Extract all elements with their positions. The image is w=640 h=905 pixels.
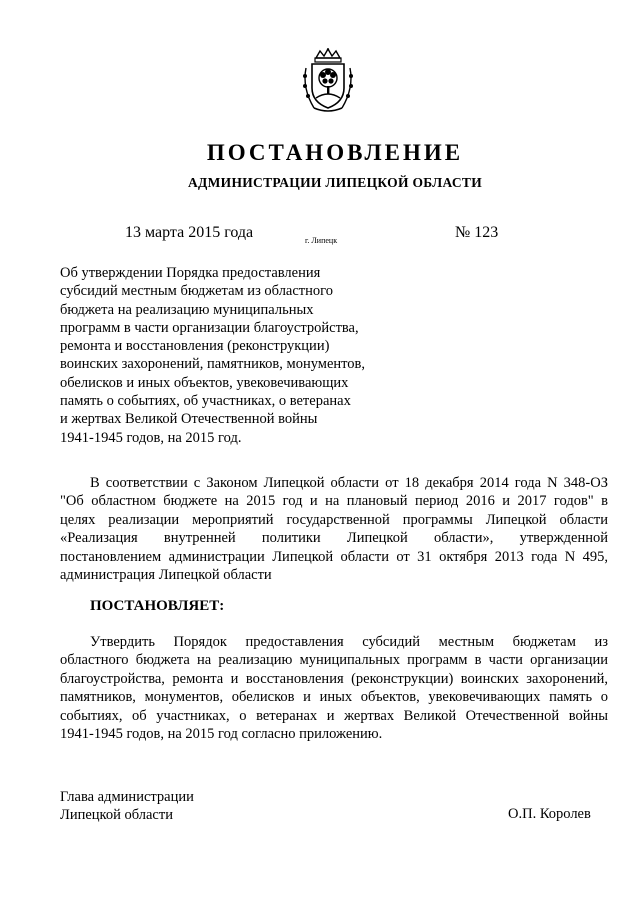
paragraph-line: целях реализации мероприятий государственной программы Липецкой области	[60, 511, 608, 528]
document-number: № 123	[455, 224, 499, 241]
paragraph-line: В соответствии с Законом Липецкой области от 18 декабря 2014 года N 348-ОЗ	[90, 475, 608, 491]
paragraph-line: областного бюджета на реализацию муниципальных программ в части организации	[60, 652, 608, 669]
subject-line: программ в части организации благоустройства,	[60, 319, 359, 336]
body-paragraph-preamble	[60, 474, 608, 584]
subject-line: субсидий местным бюджетам из областного	[60, 283, 333, 300]
coat-of-arms-icon	[300, 48, 356, 114]
paragraph-line: постановлением администрации Липецкой области от 31 октября 2013 года N 495,	[60, 548, 608, 565]
signatory-position	[60, 788, 194, 825]
subject-line: бюджета на реализацию муниципальных	[60, 301, 314, 318]
subject-line: память о событиях, об участниках, о ветеранах	[60, 393, 351, 410]
subject-line: ремонта и восстановления (реконструкции)	[60, 338, 330, 355]
paragraph-line: благоустройства, ремонта и восстановления (реконструкции) воинских захоронений,	[60, 670, 608, 687]
signatory-position-line: Глава администрации	[60, 789, 194, 805]
subject-line: Об утверждении Порядка предоставления	[60, 265, 321, 281]
subject-line: и жертвах Великой Отечественной войны	[60, 411, 318, 428]
paragraph-line: памятников, монументов, обелисков и иных объектов, увековечивающих память о	[60, 689, 608, 706]
paragraph-line: "Об областном бюджете на 2015 год и на плановый период 2016 и 2017 годов" в	[60, 493, 608, 510]
document-title: ПОСТАНОВЛЕНИЕ	[206, 140, 464, 165]
signatory-position-line: Липецкой области	[60, 807, 173, 824]
paragraph-line: администрация Липецкой области	[60, 567, 272, 584]
signatory-name: О.П. Королев	[508, 806, 591, 822]
document-subject	[60, 264, 400, 447]
body-paragraph-decision	[60, 633, 608, 743]
paragraph-line: «Реализация внутренней политики Липецкой области», утвержденной	[60, 530, 608, 547]
paragraph-line: 1941-1945 годов, на 2015 год согласно приложению.	[60, 726, 383, 743]
subject-line: 1941-1945 годов, на 2015 год.	[60, 429, 242, 446]
subject-line: воинских захоронений, памятников, монументов,	[60, 356, 366, 373]
document-subtitle: АДМИНИСТРАЦИИ ЛИПЕЦКОЙ ОБЛАСТИ	[187, 175, 483, 190]
document-date: 13 марта 2015 года	[125, 224, 254, 241]
paragraph-line: событиях, об участниках, о ветеранах и жертвах Великой Отечественной войны	[60, 707, 608, 724]
decree-heading: ПОСТАНОВЛЯЕТ:	[90, 598, 225, 614]
paragraph-line: Утвердить Порядок предоставления субсидий местным бюджетам из	[90, 634, 608, 650]
subject-line: обелисков и иных объектов, увековечивающих	[60, 374, 349, 391]
document-city: г. Липецк	[305, 236, 338, 245]
